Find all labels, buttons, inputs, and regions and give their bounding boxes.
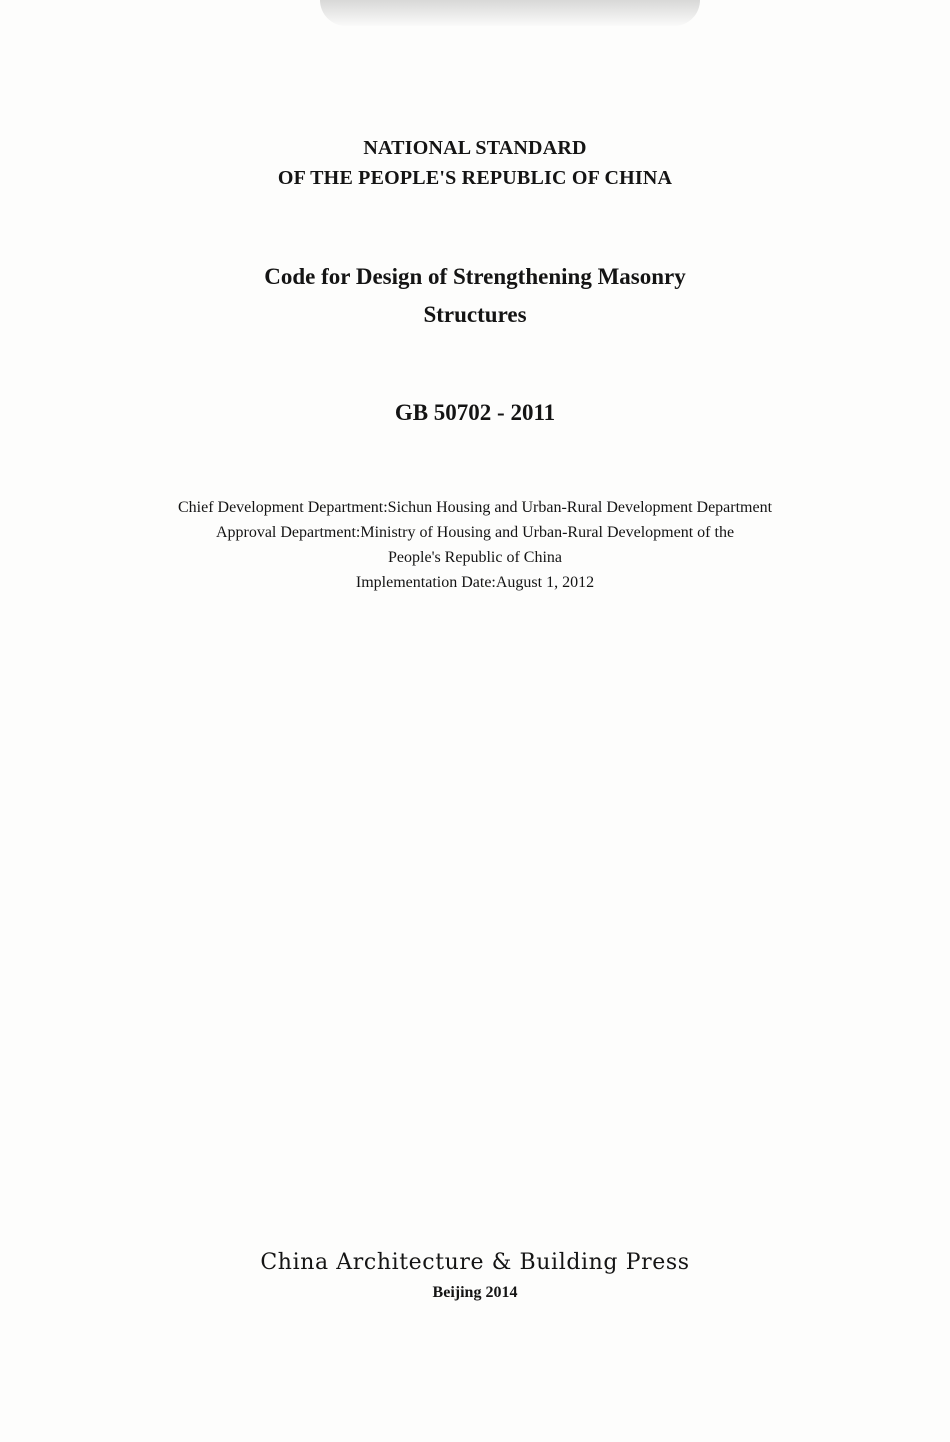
publisher-name: China Architecture & Building Press bbox=[260, 1250, 690, 1275]
standard-code bbox=[0, 398, 950, 428]
department-info bbox=[0, 495, 950, 595]
standard-header bbox=[0, 133, 950, 193]
approval-department-line-2: People's Republic of China bbox=[388, 549, 562, 566]
publisher-city-year: Beijing 2014 bbox=[432, 1284, 518, 1301]
approval-department-line-1: Approval Department:Ministry of Housing and Urban-Rural Development of the bbox=[215, 524, 735, 541]
standard-code-text: GB 50702 - 2011 bbox=[394, 400, 556, 425]
document-title-line-2: Structures bbox=[423, 302, 527, 327]
document-title bbox=[0, 258, 950, 334]
chief-department: Chief Development Department:Sichun Housing and Urban-Rural Development Department bbox=[177, 499, 773, 516]
bleed-through-smudge bbox=[320, 0, 700, 26]
implementation-date: Implementation Date:August 1, 2012 bbox=[355, 574, 595, 591]
standard-header-line-1: NATIONAL STANDARD bbox=[363, 137, 587, 159]
standard-header-line-2: OF THE PEOPLE'S REPUBLIC OF CHINA bbox=[277, 167, 673, 189]
document-title-line-1: Code for Design of Strengthening Masonry bbox=[264, 264, 686, 289]
publisher-block bbox=[0, 1248, 950, 1305]
